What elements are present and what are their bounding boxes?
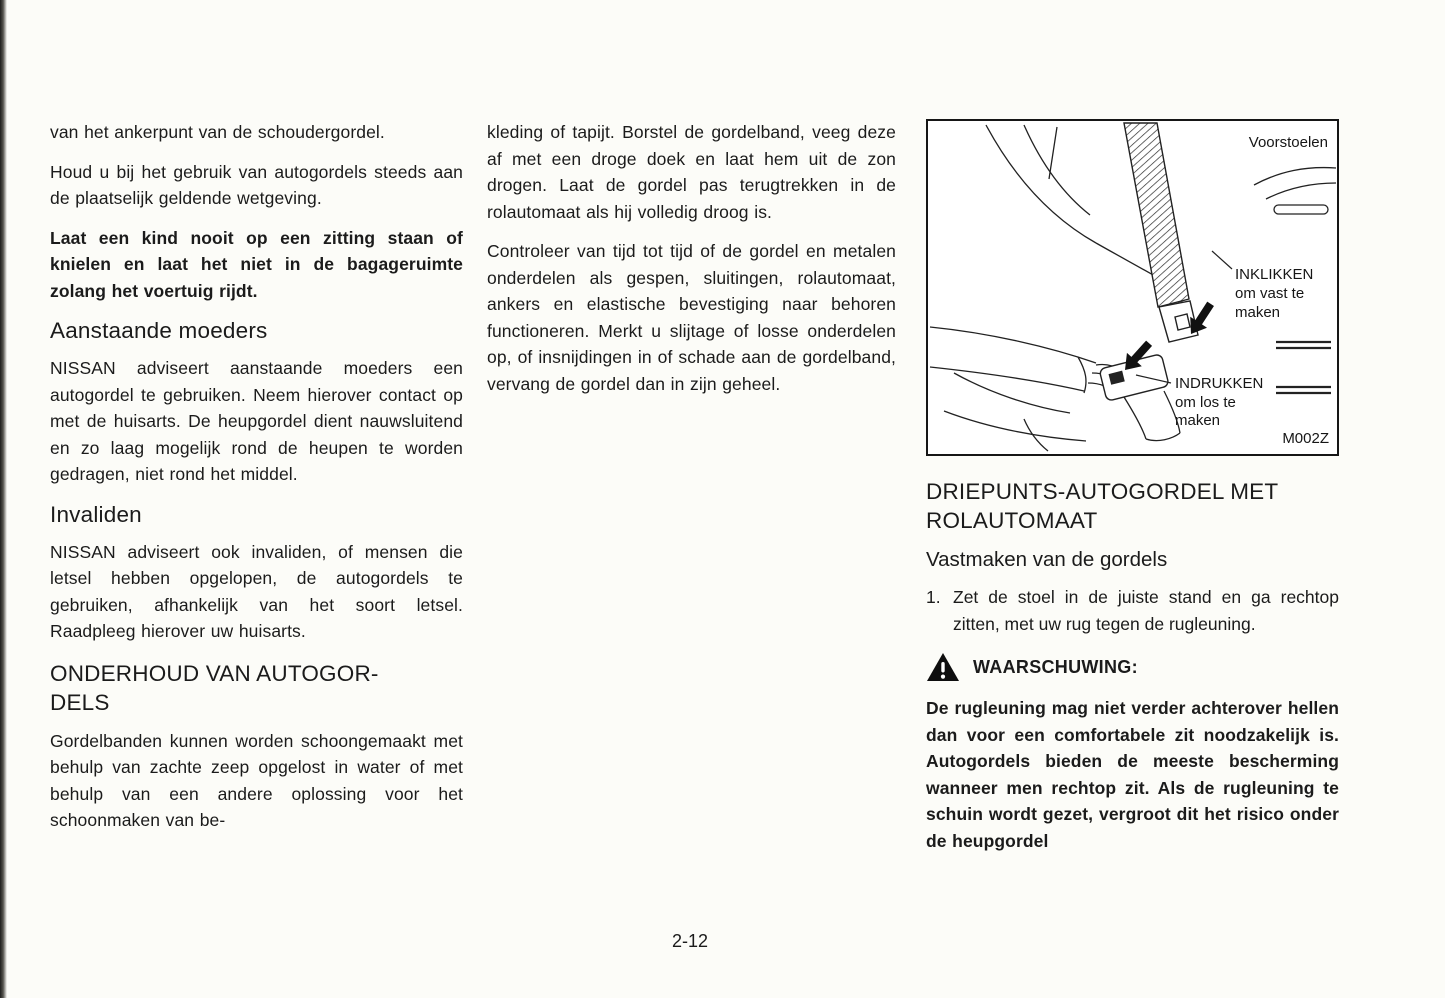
column-right (926, 119, 1339, 867)
list-item-step1 (926, 584, 1339, 637)
heading-line: ROLAUTOMAAT (926, 508, 1098, 533)
page-edge-shadow (0, 0, 7, 998)
step-text: Zet de stoel in de juiste stand en ga rechtop zitten, met uw rug tegen de rugleuning. (953, 587, 1339, 634)
paragraph-wetgeving: Houd u bij het gebruik van autogordels steeds aan de plaatselijk geldende wetgeving. (50, 161, 463, 208)
heading-aanstaande-moeders: Aanstaande moeders (50, 318, 268, 343)
paragraph-kleding: kleding of tapijt. Borstel de gordelband, veeg deze af met een droge doek en laat hem uit de zon drogen. Laat de gordel pas terugtrekken in de rolautomaat als hij volledig droog is. (487, 122, 896, 222)
page-number: 2-12 (671, 931, 709, 951)
inklikken-leader-line (1212, 251, 1232, 269)
seatbelt-figure (926, 119, 1339, 456)
heading-driepunts (926, 477, 1339, 535)
figure-label-indrukken: INDRUKKEN (1175, 375, 1264, 392)
paragraph-kind-warning: Laat een kind nooit op een zitting staan of knielen en laat het niet in de bagageruimte zolang het voertuig rijdt. (50, 227, 463, 301)
warning-icon (926, 652, 960, 683)
warning-paragraph: De rugleuning mag niet verder achterover hellen dan voor een comfortabele zit noodzakelijk is. Autogordels bieden de meeste bescherming wanneer men rechtop zit. Als de rugleuning te schuin wordt gezet, vergroot dit het risico onder de heupgordel (926, 698, 1339, 851)
column-middle (487, 119, 896, 410)
subheading-vastmaken: Vastmaken van de gordels (926, 548, 1168, 571)
figure-label-voorstoelen: Voorstoelen (1248, 134, 1328, 151)
warning-header (926, 652, 1339, 683)
figure-label-indrukken-line3: maken (1175, 412, 1221, 429)
paragraph-invaliden: NISSAN adviseert ook invaliden, of mensen die letsel hebben opgelopen, de autogordels te gebruiken, afhankelijk van het soort letsel. Raadpleeg hierover uw huisarts. (50, 541, 463, 641)
figure-label-indrukken-line2: om los te (1175, 394, 1236, 411)
step-number: 1. (926, 587, 941, 607)
door-detail-lines (1276, 342, 1331, 393)
figure-label-inklikken-line2: om vast te (1235, 285, 1305, 302)
paragraph-onderhoud: Gordelbanden kunnen worden schoongemaakt met behulp van zachte zeep opgelost in water of met behulp van een andere oplossing voor het schoonmaken van be- (50, 730, 463, 830)
heading-line: ONDERHOUD VAN AUTOGOR- (50, 660, 379, 686)
warning-label: WAARSCHUWING: (973, 657, 1138, 677)
heading-line: DELS (50, 689, 110, 715)
paragraph-continuation: van het ankerpunt van de schoudergordel. (50, 122, 385, 142)
belt-webbing (1124, 123, 1189, 307)
figure-label-inklikken: INKLIKKEN (1235, 266, 1314, 283)
heading-line: DRIEPUNTS-AUTOGORDEL MET (926, 479, 1279, 504)
heading-invaliden: Invaliden (50, 501, 142, 527)
figure-code: M002Z (1282, 430, 1329, 447)
paragraph-controleer: Controleer van tijd tot tijd of de gordel en metalen onderdelen als gespen, sluitingen, rolautomaat, ankers en elastische bevestiging naar behoren functioneren. Merkt u slijtage of losse onderdelen op, of insnijdingen in of schade aan de gordelband, vervang de gordel dan in zijn geheel. (487, 241, 896, 394)
paragraph-moeders: NISSAN adviseert aanstaande moeders een autogordel te gebruiken. Neem hierover contact op met de huisarts. De heupgordel dient nauwsluitend en zo laag mogelijk rond de heupen te worden gedragen, niet rond het middel. (50, 358, 463, 484)
heading-onderhoud (50, 659, 463, 717)
seatbelt-illustration (928, 121, 1337, 454)
figure-label-inklikken-line3: maken (1235, 304, 1281, 321)
column-left (50, 119, 463, 847)
